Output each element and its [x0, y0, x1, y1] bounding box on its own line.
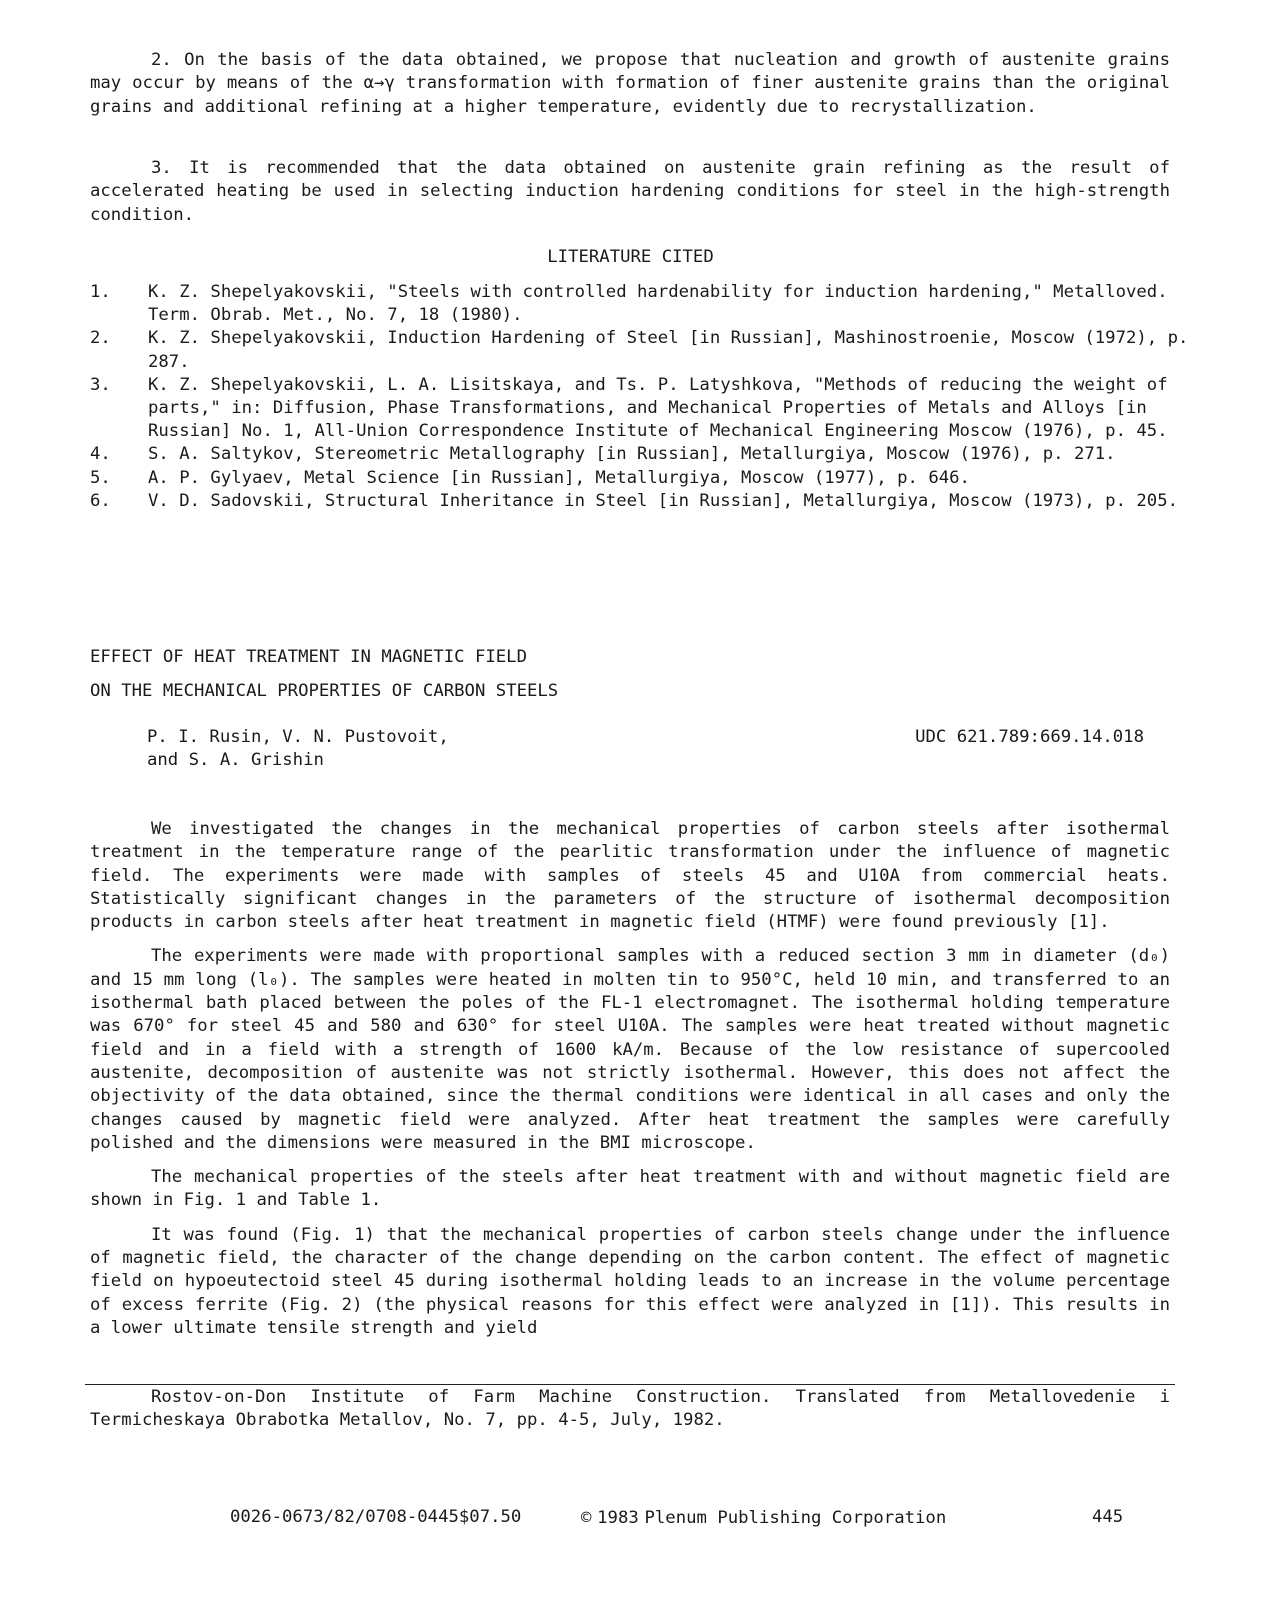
reference-number: 4.	[90, 444, 111, 465]
article-body	[90, 818, 1170, 1340]
udc-code: UDC 621.789:669.14.018	[915, 727, 1144, 747]
conclusion-paragraph-2: 2. On the basis of the data obtained, we propose that nucleation and growth of austenite grains may occur by means of the α→γ transformation with formation of finer austenite grains than the original grains and additional refining at a higher temperature, evidently due to recrystallization.	[90, 50, 1170, 117]
reference-item	[90, 281, 1210, 327]
reference-text: A. P. Gylyaev, Metal Science [in Russian], Metallurgiya, Moscow (1977), p. 646.	[148, 467, 970, 488]
reference-item	[90, 374, 1210, 444]
journal-code: 0026-0673/82/0708-0445$07.50	[230, 1507, 522, 1527]
body-paragraph: The experiments were made with proportional samples with a reduced section 3 mm in diameter (d₀) and 15 mm long (l₀). The samples were heated in molten tin to 950°C, held 10 min, and transferred to an isothermal bath placed between the poles of the FL-1 electromagnet. The isothermal holding temperature was 670° for steel 45 and 580 and 630° for steel U10A. The samples were heat treated without magnetic field and in a field with a strength of 1600 kA/m. Because of the low resistance of supercooled austenite, decomposition of austenite was not strictly isothermal. However, this does not affect the objectivity of the data obtained, since the thermal conditions were identical in all cases and only the changes caused by magnetic field were analyzed. After heat treatment the samples were carefully polished and the dimensions were measured in the BMI microscope.	[90, 946, 1170, 1153]
reference-number: 1.	[90, 282, 111, 302]
article-title-line-2: ON THE MECHANICAL PROPERTIES OF CARBON STEELS	[90, 681, 559, 701]
reference-item	[90, 467, 1210, 490]
reference-text: S. A. Saltykov, Stereometric Metallography [in Russian], Metallurgiya, Moscow (1976), p. 271.	[148, 444, 1116, 465]
footnote-divider	[85, 1384, 1175, 1385]
copyright-line	[581, 1506, 946, 1530]
reference-text: V. D. Sadovskii, Structural Inheritance in Steel [in Russian], Metallurgiya, Moscow (1973), p. 205.	[148, 490, 1179, 511]
reference-text: K. Z. Shepelyakovskii, Induction Hardening of Steel [in Russian], Mashinostroenie, Moscow (1972), p. 287.	[148, 328, 1189, 372]
reference-number: 5.	[90, 467, 111, 488]
reference-item	[90, 443, 1210, 466]
affiliation-footnote: Rostov-on-Don Institute of Farm Machine Construction. Translated from Metallovedenie i Termicheskaya Obrabotka Metallov, No. 7, pp. 4-5, July, 1982.	[90, 1387, 1170, 1431]
reference-text: K. Z. Shepelyakovskii, "Steels with controlled hardenability for induction hardening," Metalloved. Term. Obrab. Met., No. 7, 18 (1980).	[148, 282, 1168, 326]
copyright-symbol: ©	[581, 1508, 592, 1528]
page-number: 445	[1092, 1507, 1124, 1527]
literature-cited-heading: LITERATURE CITED	[547, 247, 714, 267]
body-paragraph: The mechanical properties of the steels after heat treatment with and without magnetic field are shown in Fig. 1 and Table 1.	[90, 1167, 1170, 1211]
reference-number: 3.	[90, 374, 111, 395]
authors-line-1: P. I. Rusin, V. N. Pustovoit,	[147, 727, 449, 747]
reference-text: K. Z. Shepelyakovskii, L. A. Lisitskaya, and Ts. P. Latyshkova, "Methods of reducing the weight of parts," in: Diffusion, Phase Transformations, and Mechanical Properties of Metals and Alloys [in Russian] No. 1, All-Union Correspondence Institute of Mechanical Engineering Moscow (1976), p. 45.	[148, 374, 1168, 442]
conclusion-paragraph-3: 3. It is recommended that the data obtained on austenite grain refining as the result of accelerated heating be used in selecting induction hardening conditions for steel in the high-strength condition.	[90, 158, 1170, 225]
body-paragraph: It was found (Fig. 1) that the mechanical properties of carbon steels change under the influence of magnetic field, the character of the change depending on the carbon content. The effect of magnetic field on hypoeutectoid steel 45 during isothermal holding leads to an increase in the volume percentage of excess ferrite (Fig. 2) (the physical reasons for this effect were analyzed in [1]). This results in a lower ultimate tensile strength and yield	[90, 1224, 1170, 1338]
reference-number: 2.	[90, 328, 111, 349]
authors-line-2: and S. A. Grishin	[147, 750, 324, 770]
reference-number: 6.	[90, 490, 111, 511]
reference-list	[90, 281, 1210, 513]
body-paragraph: We investigated the changes in the mechanical properties of carbon steels after isothermal treatment in the temperature range of the pearlitic transformation under the influence of magnetic field. The experiments were made with samples of steels 45 and U10A from commercial heats. Statistically significant changes in the parameters of the structure of isothermal decomposition products in carbon steels after heat treatment in magnetic field (HTMF) were found previously [1].	[90, 819, 1170, 933]
article-title-line-1: EFFECT OF HEAT TREATMENT IN MAGNETIC FIELD	[90, 647, 527, 667]
author-list	[147, 726, 449, 772]
reference-item	[90, 327, 1210, 373]
publisher-name: Plenum Publishing Corporation	[644, 1508, 947, 1528]
reference-item	[90, 490, 1210, 513]
copyright-year: 1983	[597, 1508, 639, 1528]
